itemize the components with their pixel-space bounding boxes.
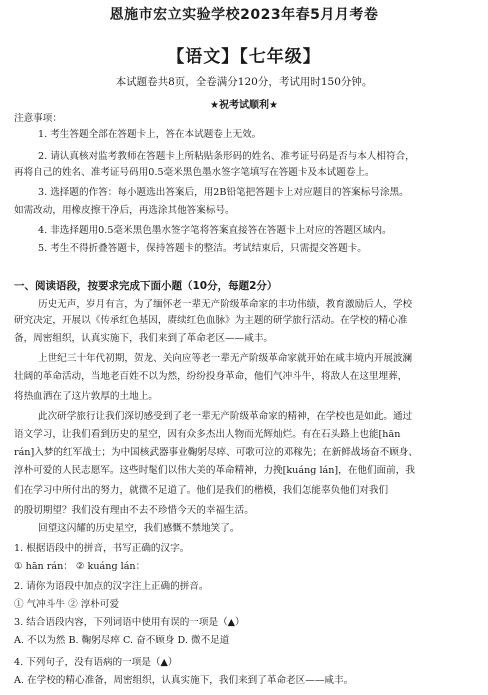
note-item: 再将自己的姓名、准考证号码用0.5毫米黑色墨水签字笔填写在答题卡及本试题卷上。 <box>14 167 375 178</box>
question-1-options: ① hān rán： ② kuáng lán： <box>14 561 146 572</box>
question-3: 3. 结合语段内容，下列词语中使用有误的一项是（▲） <box>14 617 245 628</box>
passage-line: 壮阔的革命活动，当地老百姓不以为然，纷纷投身革命，他们气冲斗牛，将敌人在这里埋葬， <box>14 371 408 382</box>
question-2: 2. 请你为语段中加点的汉字注上正确的拼音。 <box>14 581 209 592</box>
passage-line: 研究决定，开展以《传承红色基因，赓续红色血脉》为主题的研学旅行活动。在学校的精心准 <box>14 315 408 326</box>
passage-line: 淳朴可爱的人民志愿军。这些时髦们以伟大美的革命精神，力挽[kuáng lán]，在他们面前，我 <box>14 465 415 476</box>
note-item: 3. 选择题的作答：每小题选出答案后，用2B铅笔把答题卡上对应题目的答案标号涂黑。 <box>38 187 409 198</box>
question-4-option-a: A. 在学校的精心准备，周密组织，认真实施下，我们来到了革命老区——咸丰。 <box>14 675 354 686</box>
question-2-options: ① 气冲斗牛 ② 淳朴可爱 <box>14 599 120 610</box>
passage-line: 的殷切期望？我们没有理由不去不珍惜今天的幸福生活。 <box>14 505 254 516</box>
note-item: 4. 非选择题用0.5毫米黑色墨水签字笔将答案直接答在答题卡上对应的答题区域内。 <box>38 225 392 236</box>
exam-info: 本试题卷共8页，全卷满分120分，考试用时150分钟。 <box>115 76 373 88</box>
exam-title: 恩施市宏立实验学校2023年春5月月考卷 <box>109 7 379 23</box>
note-item: 如需改动，用橡皮擦干净后，再选涂其他答案标号。 <box>14 205 235 216</box>
subject-grade: 【语文】【七年级】 <box>167 47 321 67</box>
question-3-options: A. 不以为然 B. 鞠躬尽瘁 C. 奋不顾身 D. 微不足道 <box>14 635 230 646</box>
passage-line: 语文学习，让我们看到历史的星空，因有众多杰出人物而光辉灿烂。有在石头路上也能[hān <box>14 429 401 440</box>
passage-line: 历史无声，岁月有言，为了缅怀老一辈无产阶级革命家的丰功伟绩，教育激励后人，学校 <box>38 299 413 310</box>
passage-line: 备，周密组织，认真实施下，我们来到了革命老区——咸丰。 <box>14 333 274 344</box>
passage-line: rán]入梦的红军战士；为中国核武器事业鞠躬尽瘁、可歌可泣的邓稼先；在新鲜战场奋不顾身、 <box>14 447 418 458</box>
exam-wish: ★祝考试顺利★ <box>210 100 278 111</box>
note-item: 5. 考生不得折叠答题卡，保持答题卡的整洁。考试结束后，只需提交答题卡。 <box>38 243 367 254</box>
passage-line: 此次研学旅行让我们深切感受到了老一辈无产阶级革命家的精神，在学校也是如此。通过 <box>38 411 413 422</box>
note-item: 1. 考生答题全部在答题卡上，答在本试题卷上无效。 <box>38 129 262 140</box>
passage-line: 上世纪三十年代初期，贺龙、关向应等老一辈无产阶级革命家就开始在咸丰境内开展波澜 <box>38 353 413 364</box>
note-item: 2. 请认真核对监考教师在答题卡上所粘贴条形码的姓名、准考证号码是否与本人相符合， <box>38 151 415 162</box>
question-4: 4. 下列句子，没有语病的一项是（▲） <box>14 657 178 668</box>
passage-line: 回望这闪耀的历史星空，我们感慨不禁地笑了。 <box>38 523 240 534</box>
question-1: 1. 根据语段中的拼音，书写正确的汉字。 <box>14 543 190 554</box>
notes-heading: 注意事项： <box>14 113 62 124</box>
section-heading: 一、阅读语段，按要求完成下面小题（10分，每题2分） <box>14 280 278 292</box>
passage-line: 将热血洒在了这片敦厚的土地上。 <box>14 391 158 402</box>
passage-line: 们在学习中所付出的努力，就微不足道了。他们是我们的楷模，我们怎能辜负他们对我们 <box>14 485 389 496</box>
